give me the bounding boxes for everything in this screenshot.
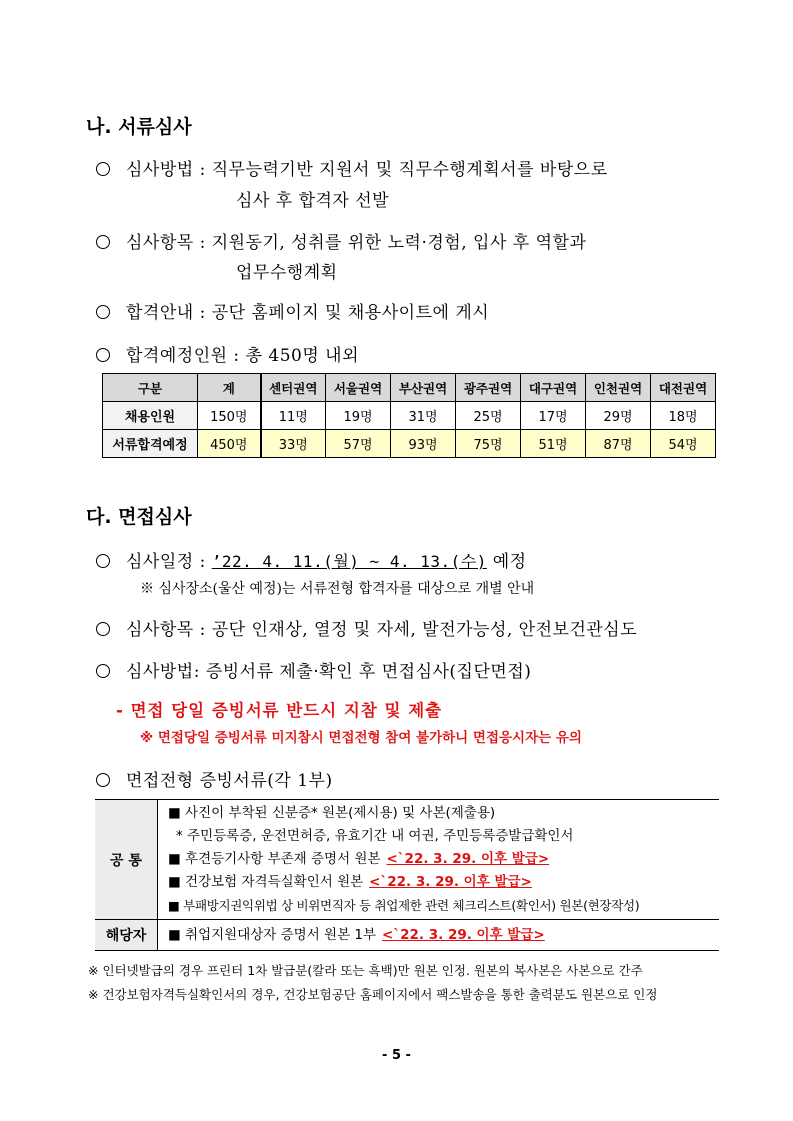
table-cell: 57명 [326, 430, 391, 458]
doc-item: ■ 부패방지권익위법 상 비위면직자 등 취업제한 관련 체크리스트(확인서) 원본(현장작성) [168, 898, 640, 913]
doc-item-note: * 주민등록증, 운전면허증, 유효기간 내 여권, 주민등록증발급확인서 [176, 828, 574, 844]
table-cell: 54명 [651, 430, 716, 458]
interview-location-note: ※ 심사장소(울산 예정)는 서류전형 합격자를 대상으로 개별 안내 [140, 581, 535, 597]
warning-bring-documents: - 면접 당일 증빙서류 반드시 지참 및 제출 [116, 701, 443, 720]
circle-bullet-icon [96, 773, 110, 787]
table-cell: 150명 [198, 402, 261, 430]
section-title-document-review: 나. 서류심사 [86, 116, 192, 138]
table-cell: 29명 [586, 402, 651, 430]
table-row [95, 800, 719, 920]
header-cell: 대구권역 [521, 374, 586, 402]
table-cell: 31명 [391, 402, 456, 430]
row-label: 채용인원 [103, 402, 198, 430]
recruitment-table [102, 373, 716, 458]
table-cell: 87명 [586, 430, 651, 458]
circle-bullet-icon [96, 664, 110, 678]
target-label: 해당자 [95, 920, 158, 951]
doc-item: ■ 건강보험 자격득실확인서 원본 <`22. 3. 29. 이후 발급> [168, 874, 532, 890]
circle-bullet-icon [96, 554, 110, 568]
row-label: 서류합격예정 [103, 430, 198, 458]
circle-bullet-icon [96, 348, 110, 362]
header-cell: 부산권역 [391, 374, 456, 402]
table-header-row [103, 374, 716, 402]
target-items [158, 920, 720, 951]
table-cell: 33명 [261, 430, 326, 458]
table-cell: 19명 [326, 402, 391, 430]
table-cell: 18명 [651, 402, 716, 430]
header-cell: 광주권역 [456, 374, 521, 402]
table-row [103, 430, 716, 458]
footnote-health-insurance: ※ 건강보험자격득실확인서의 경우, 건강보험공단 홈페이지에서 팩스발송을 통한 출력분도 원본으로 인정 [88, 987, 658, 1002]
warning-note: ※ 면접당일 증빙서류 미지참시 면접전형 참여 불가하니 면접응시자는 유의 [140, 730, 582, 746]
doc-item: ■ 사진이 부착된 신분증* 원본(제시용) 및 사본(제출용) [168, 805, 496, 821]
section-title-interview: 다. 면접심사 [86, 506, 192, 528]
table-cell: 17명 [521, 402, 586, 430]
bullet-interview-method: 심사방법: 증빙서류 제출·확인 후 면접심사(집단면접) [96, 657, 531, 682]
bullet-review-items: 심사항목 : 지원동기, 성취를 위한 노력·경험, 입사 후 역할과 [96, 228, 586, 253]
bullet-interview-schedule: 심사일정 : ’22. 4. 11.(월) ~ 4. 13.(수) 예정 [96, 547, 527, 572]
bullet-review-method: 심사방법 : 직무능력기반 지원서 및 직무수행계획서를 바탕으로 [96, 155, 608, 180]
footnote-internet-issue: ※ 인터넷발급의 경우 프린터 1차 발급분(칼라 또는 흑백)만 원본 인정. 원본의 복사본은 사본으로 간주 [88, 963, 643, 978]
table-cell: 450명 [198, 430, 261, 458]
bullet-interview-documents: 면접전형 증빙서류(각 1부) [96, 766, 333, 791]
bullet-review-items-cont: 업무수행계획 [236, 263, 338, 283]
page-number: - 5 - [382, 1048, 411, 1063]
table-cell: 11명 [261, 402, 326, 430]
common-items [158, 800, 720, 920]
documents-table [95, 799, 719, 951]
table-cell: 25명 [456, 402, 521, 430]
header-cell: 계 [198, 374, 261, 402]
circle-bullet-icon [96, 622, 110, 636]
bullet-review-method-cont: 심사 후 합격자 선발 [236, 191, 390, 211]
doc-item: ■ 후견등기사항 부존재 증명서 원본 <`22. 3. 29. 이후 발급> [168, 851, 550, 867]
interview-date: ’22. 4. 11.(월) ~ 4. 13.(수) [211, 552, 487, 571]
bullet-expected-passers: 합격예정인원 : 총 450명 내외 [96, 341, 359, 366]
header-cell: 센터권역 [261, 374, 326, 402]
header-cell: 서울권역 [326, 374, 391, 402]
bullet-interview-items: 심사항목 : 공단 인재상, 열정 및 자세, 발전가능성, 안전보건관심도 [96, 615, 637, 640]
table-row [95, 920, 719, 951]
table-cell: 51명 [521, 430, 586, 458]
header-cell: 구분 [103, 374, 198, 402]
circle-bullet-icon [96, 305, 110, 319]
header-cell: 대전권역 [651, 374, 716, 402]
table-cell: 93명 [391, 430, 456, 458]
circle-bullet-icon [96, 162, 110, 176]
doc-item: ■ 취업지원대상자 증명서 원본 1부 <`22. 3. 29. 이후 발급> [168, 926, 545, 943]
bullet-pass-notice: 합격안내 : 공단 홈페이지 및 채용사이트에 게시 [96, 298, 489, 323]
common-label: 공 통 [95, 800, 158, 920]
table-row [103, 402, 716, 430]
circle-bullet-icon [96, 235, 110, 249]
header-cell: 인천권역 [586, 374, 651, 402]
table-cell: 75명 [456, 430, 521, 458]
